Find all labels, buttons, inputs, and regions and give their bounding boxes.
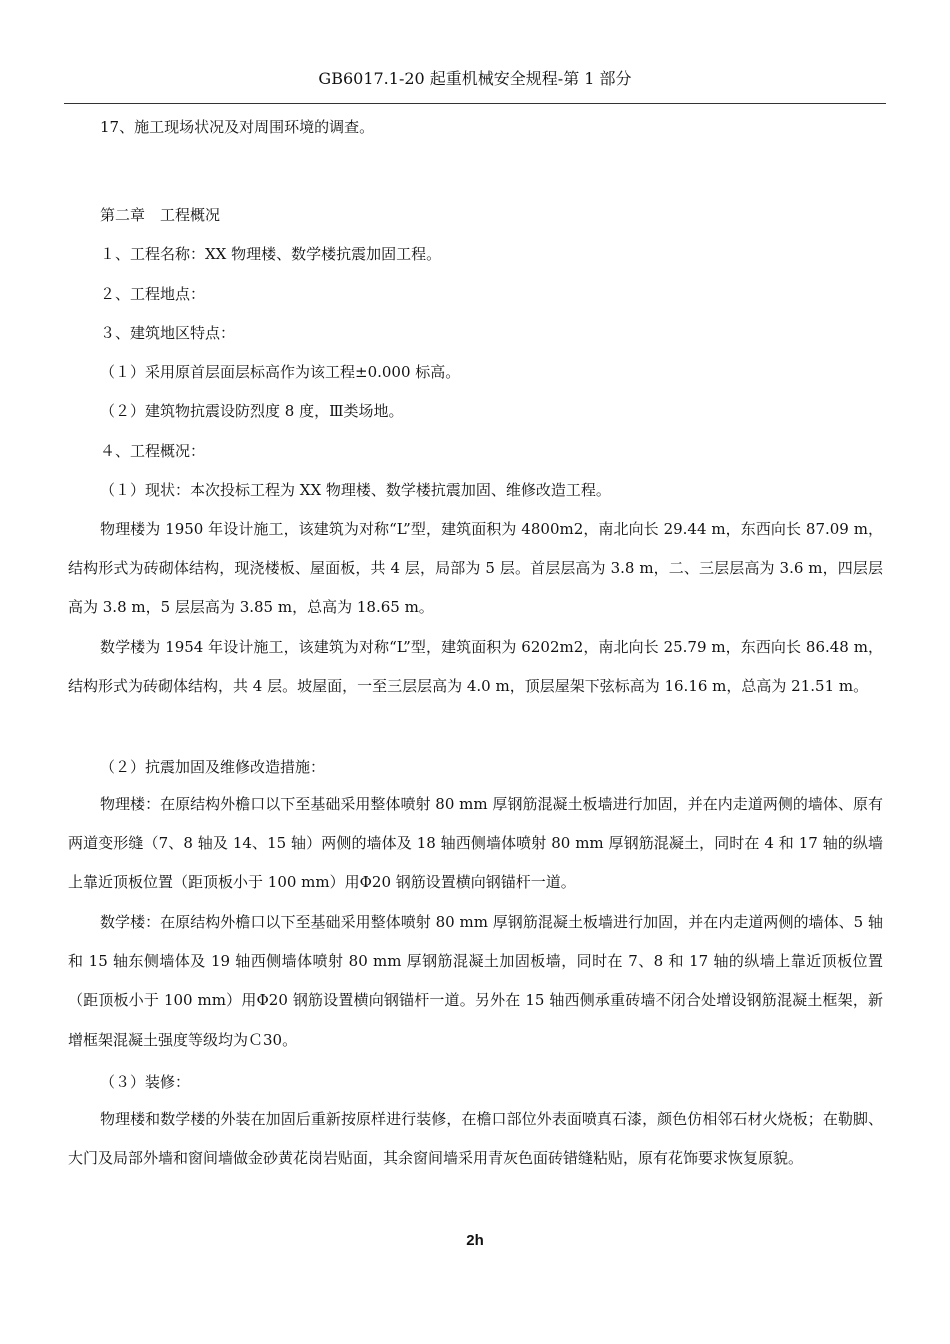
region-heading: ３、建筑地区特点： [100,324,236,342]
region-item-2: （２）建筑物抗震设防烈度 8 度，Ⅲ类场地。 [100,402,404,420]
item-17: 17、施工现场状况及对周围环境的调查。 [100,118,375,136]
math-building-status: 数学楼为 1954 年设计施工，该建筑为对称“L”型，建筑面积为 6202m2，南北向长 25.79 m，东西向长 86.48 m，结构形式为砖砌体结构，共 4 层。坡屋面，一至三层层高为 4.0 m，顶层屋架下弦标高为 16.16 m，总高为 21.51 m。 [68,638,883,696]
measures-heading: （２）抗震加固及维修改造措施： [100,758,326,776]
header-rule [64,103,886,104]
page-number: 2h [466,1232,484,1249]
physics-building-measures: 物理楼：在原结构外檐口以下至基础采用整体喷射 80 mm 厚钢筋混凝土板墙进行加固，并在内走道两侧的墙体、原有两道变形缝（7、8 轴及 14、15 轴）两侧的墙体及 18 轴西侧墙体喷射 80 mm 厚钢筋混凝土，同时在 4 和 17 轴的纵墙上靠近顶板位置（距顶板小于 100 mm）用Φ20 钢筋设置横向钢锚杆一道。 [68,795,883,892]
decoration-heading: （３）装修： [100,1073,191,1091]
project-name: １、工程名称：XX 物理楼、数学楼抗震加固工程。 [100,245,442,263]
running-header: GB6017.1-20 起重机械安全规程-第 1 部分 [318,69,632,88]
overview-status: （１）现状：本次投标工程为 XX 物理楼、数学楼抗震加固、维修改造工程。 [100,481,611,499]
chapter-heading: 第二章 工程概况 [100,206,221,224]
physics-building-status: 物理楼为 1950 年设计施工，该建筑为对称“L”型，建筑面积为 4800m2，南北向长 29.44 m，东西向长 87.09 m，结构形式为砖砌体结构，现浇楼板、屋面板，共 4 层，局部为 5 层。首层层高为 3.8 m，二、三层层高为 3.6 m，四层层高为 3.8 m，5 层层高为 3.85 m，总高为 18.65 m。 [68,520,883,617]
overview-heading: ４、工程概况： [100,442,206,460]
region-item-1: （１）采用原首层面层标高作为该工程±0.000 标高。 [100,363,461,381]
decoration-paragraph: 物理楼和数学楼的外装在加固后重新按原样进行装修，在檐口部位外表面喷真石漆，颜色仿相邻石材火烧板；在勒脚、大门及局部外墙和窗间墙做金砂黄花岗岩贴面，其余窗间墙采用青灰色面砖错缝粘贴，原有花饰要求恢复原貌。 [68,1110,883,1168]
project-site: ２、工程地点： [100,285,206,303]
math-building-measures: 数学楼：在原结构外檐口以下至基础采用整体喷射 80 mm 厚钢筋混凝土板墙进行加固，并在内走道两侧的墙体、5 轴和 15 轴东侧墙体及 19 轴西侧墙体喷射 80 mm 厚钢筋混凝土加固板墙，同时在 7、8 和 17 轴的纵墙上靠近顶板位置（距顶板小于 100 mm）用Φ20 钢筋设置横向钢锚杆一道。另外在 15 轴西侧承重砖墙不闭合处增设钢筋混凝土框架，新增框架混凝土强度等级均为Ｃ30。 [68,913,883,1049]
